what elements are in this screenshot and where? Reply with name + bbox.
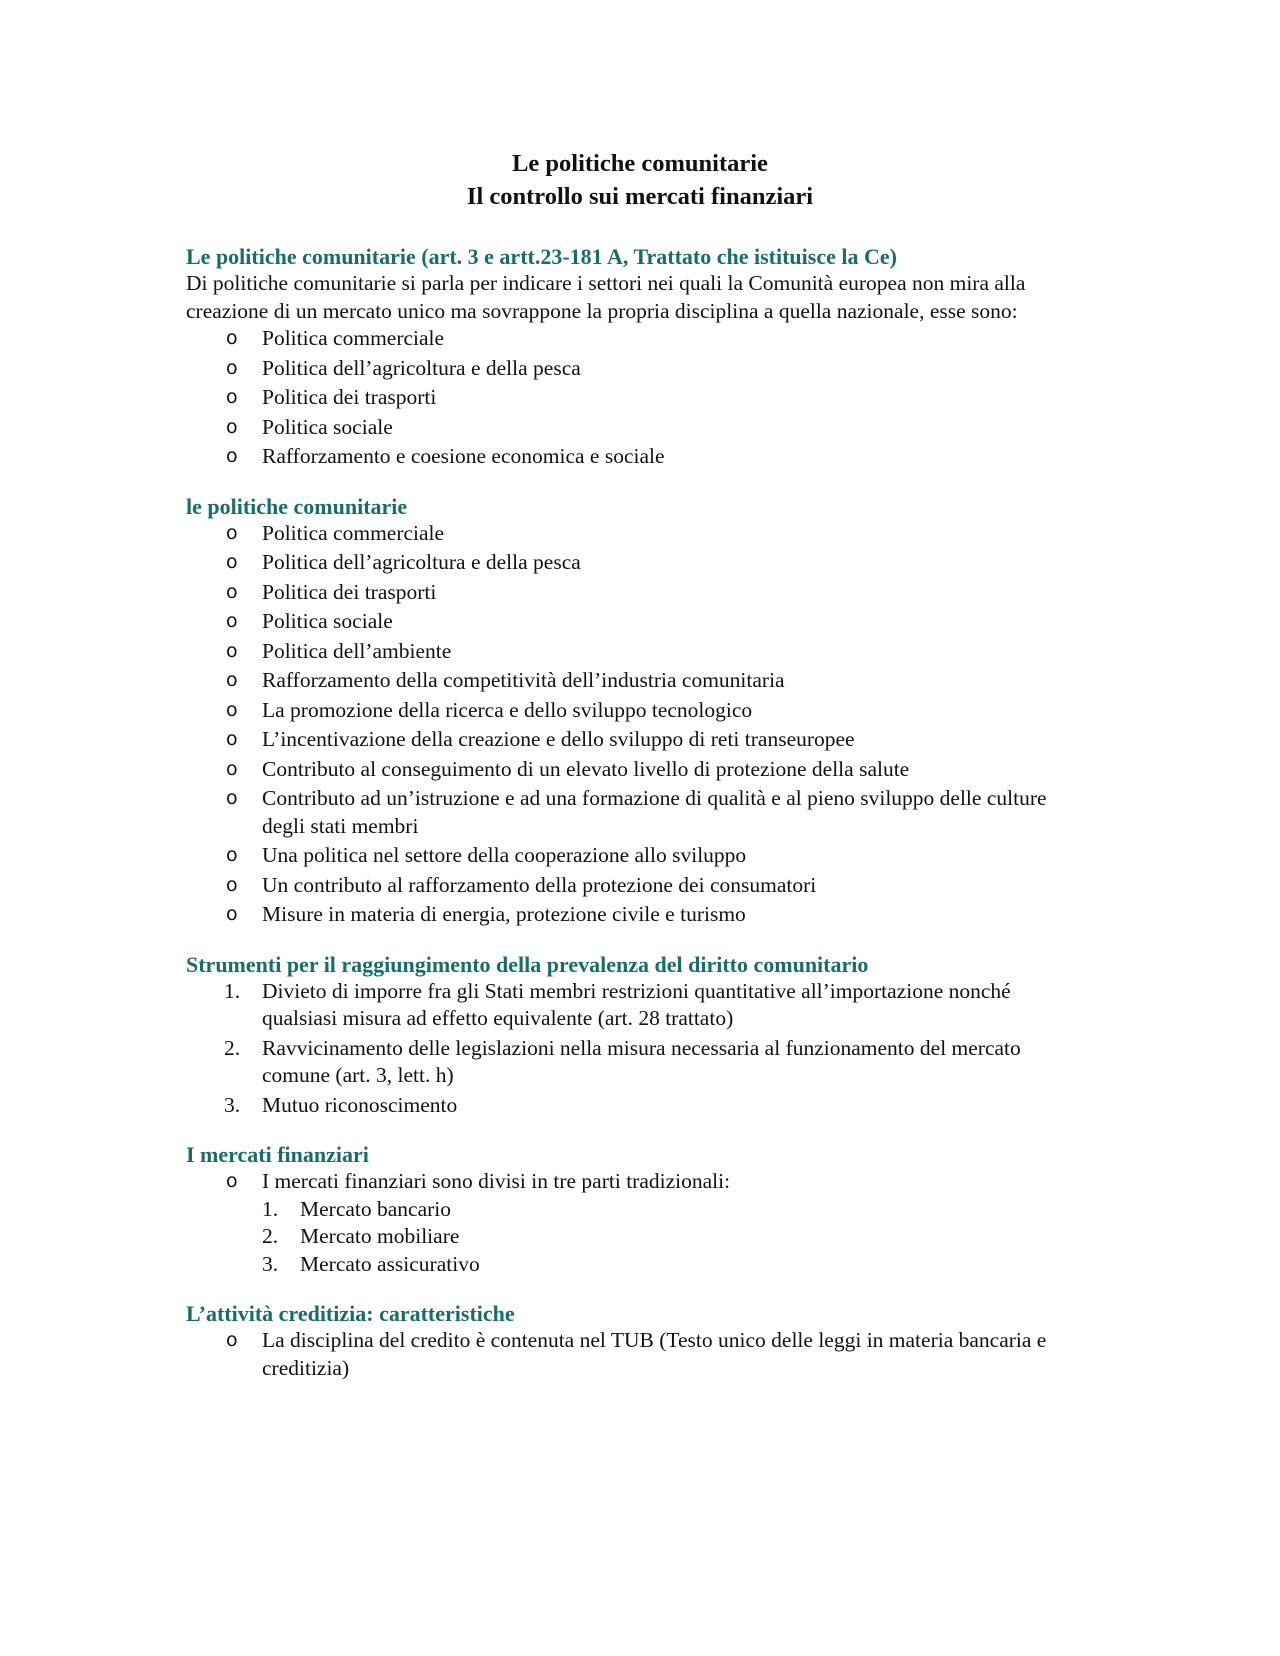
bullet-marker: o xyxy=(226,1170,238,1192)
list-item xyxy=(186,325,1086,353)
bullet-list xyxy=(186,325,1086,471)
sublist-item-text: Mercato assicurativo xyxy=(300,1251,480,1276)
bullet-marker: o xyxy=(226,356,238,379)
list-item xyxy=(186,549,1086,577)
list-item xyxy=(186,785,1086,840)
sublist-item xyxy=(262,1196,1086,1224)
sublist-item xyxy=(262,1251,1086,1279)
list-item-text: Rafforzamento e coesione economica e sociale xyxy=(262,444,665,468)
bullet-marker: o xyxy=(226,639,238,662)
number-marker: 3. xyxy=(224,1092,241,1117)
list-item xyxy=(186,978,1086,1033)
list-item-text: Rafforzamento della competitività dell’industria comunitaria xyxy=(262,668,785,692)
section-heading: Le politiche comunitarie (art. 3 e artt.23-181 A, Trattato che istituisce la Ce) xyxy=(186,244,897,269)
bullet-list xyxy=(186,1327,1086,1382)
list-item-text: Politica sociale xyxy=(262,609,393,633)
bullet-marker: o xyxy=(226,445,238,467)
title-line-2: Il controllo sui mercati finanziari xyxy=(466,183,814,210)
bullet-marker: o xyxy=(226,551,238,573)
list-item-text: Una politica nel settore della cooperazione allo sviluppo xyxy=(262,843,747,867)
list-item-text: Misure in materia di energia, protezione civile e turismo xyxy=(262,902,746,926)
section-heading: I mercati finanziari xyxy=(186,1142,369,1167)
list-item-text: Ravvicinamento delle legislazioni nella misura necessaria al funzionamento del mercato comune (art. 3, lett. h) xyxy=(262,1035,1021,1087)
list-item-text: Un contributo al rafforzamento della protezione dei consumatori xyxy=(262,872,817,897)
title-line-1: Le politiche comunitarie xyxy=(512,150,768,177)
list-item xyxy=(186,842,1086,870)
list-item-text: La disciplina del credito è contenuta nel TUB (Testo unico delle leggi in materia bancaria e creditizia) xyxy=(262,1328,1047,1380)
number-marker: 1. xyxy=(262,1196,279,1221)
section-mercati-finanziari xyxy=(186,1141,1086,1278)
list-item xyxy=(186,726,1086,754)
list-item xyxy=(186,355,1086,383)
section-paragraph: Di politiche comunitarie si parla per indicare i settori nei quali la Comunità europea non mira alla creazione di un mercato unico ma sovrappone la propria disciplina a quella nazionale, esse sono: xyxy=(186,271,1026,323)
bullet-marker: o xyxy=(226,669,238,691)
section-heading: Strumenti per il raggiungimento della prevalenza del diritto comunitario xyxy=(186,951,869,977)
bullet-marker: o xyxy=(226,1329,238,1351)
bullet-marker: o xyxy=(226,386,238,408)
sublist-item xyxy=(262,1223,1086,1251)
list-item xyxy=(186,667,1086,695)
bullet-list xyxy=(186,1168,1086,1278)
section-strumenti xyxy=(186,951,1086,1120)
list-item xyxy=(186,1327,1086,1382)
list-item xyxy=(186,1168,1086,1278)
sublist-item-text: Mercato bancario xyxy=(300,1196,452,1221)
list-item-text: Politica dell’agricoltura e della pesca xyxy=(262,355,581,380)
list-item xyxy=(186,872,1086,900)
list-item-text: Politica dell’ambiente xyxy=(262,638,452,663)
bullet-marker: o xyxy=(226,698,238,721)
list-item xyxy=(186,608,1086,636)
document-title xyxy=(0,147,1280,213)
bullet-marker: o xyxy=(226,903,238,925)
list-item-text: Politica commerciale xyxy=(262,520,445,545)
list-item xyxy=(186,697,1086,725)
bullet-marker: o xyxy=(226,521,238,544)
list-item-text: La promozione della ricerca e dello sviluppo tecnologico xyxy=(262,697,753,722)
bullet-marker: o xyxy=(226,757,238,780)
bullet-list xyxy=(186,520,1086,929)
section-attivita-creditizia xyxy=(186,1300,1086,1382)
section-politiche-articoli xyxy=(186,243,1086,471)
bullet-marker: o xyxy=(226,873,238,896)
bullet-marker: o xyxy=(226,580,238,603)
list-item xyxy=(186,1092,1086,1120)
list-item xyxy=(186,414,1086,442)
list-item xyxy=(186,520,1086,548)
list-item xyxy=(186,901,1086,929)
number-marker: 3. xyxy=(262,1251,279,1276)
section-politiche-elenco xyxy=(186,493,1086,929)
list-item-text: Politica commerciale xyxy=(262,326,445,350)
bullet-marker: o xyxy=(226,415,238,438)
list-item-text: I mercati finanziari sono divisi in tre parti tradizionali: xyxy=(262,1169,731,1193)
list-item xyxy=(186,638,1086,666)
list-item xyxy=(186,579,1086,607)
list-item-text: L’incentivazione della creazione e dello sviluppo di reti transeuropee xyxy=(262,727,855,751)
bullet-marker: o xyxy=(226,844,238,866)
list-item xyxy=(186,443,1086,471)
document-body xyxy=(186,243,1086,1404)
numbered-list xyxy=(186,978,1086,1120)
sublist-item-text: Mercato mobiliare xyxy=(300,1224,460,1248)
list-item-text: Divieto di imporre fra gli Stati membri restrizioni quantitative all’importazione nonché qualsiasi misura ad effetto equivalente (art. 28 trattato) xyxy=(262,978,1011,1030)
number-marker: 2. xyxy=(224,1035,241,1060)
bullet-marker: o xyxy=(226,728,238,750)
list-item-text: Contributo al conseguimento di un elevato livello di protezione della salute xyxy=(262,756,910,781)
list-item-text: Politica dell’agricoltura e della pesca xyxy=(262,550,581,574)
list-item xyxy=(186,1035,1086,1090)
list-item-text: Politica dei trasporti xyxy=(262,385,437,409)
bullet-marker: o xyxy=(226,787,238,809)
numbered-sublist xyxy=(262,1196,1086,1279)
list-item xyxy=(186,756,1086,784)
section-heading: L’attività creditizia: caratteristiche xyxy=(186,1301,515,1326)
bullet-marker: o xyxy=(226,327,238,349)
bullet-marker: o xyxy=(226,610,238,632)
number-marker: 2. xyxy=(262,1224,279,1248)
list-item-text: Mutuo riconoscimento xyxy=(262,1092,458,1117)
list-item xyxy=(186,384,1086,412)
list-item-text: Politica dei trasporti xyxy=(262,579,437,604)
number-marker: 1. xyxy=(224,978,241,1003)
list-item-text: Contributo ad un’istruzione e ad una formazione di qualità e al pieno sviluppo delle culture degli stati membri xyxy=(262,786,1047,838)
section-heading: le politiche comunitarie xyxy=(186,493,408,519)
list-item-text: Politica sociale xyxy=(262,414,393,439)
